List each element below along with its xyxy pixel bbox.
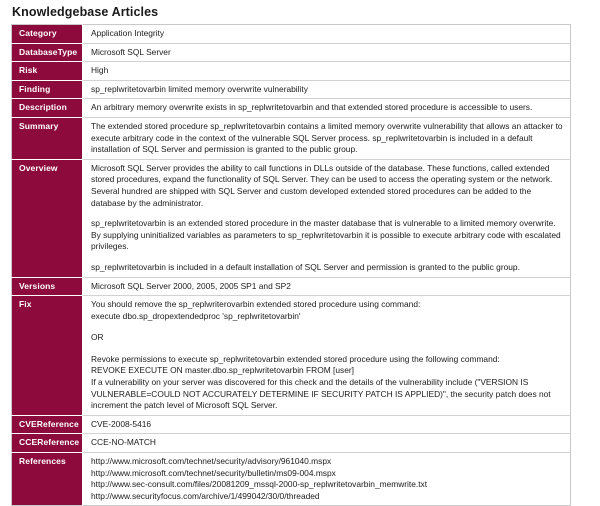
row-value-overview bbox=[83, 159, 571, 277]
table-row bbox=[12, 453, 571, 506]
row-label-overview: Overview bbox=[12, 159, 83, 277]
table-row bbox=[12, 43, 571, 62]
text-line: http://www.microsoft.com/technet/security/advisory/961040.mspx bbox=[91, 456, 332, 467]
table-row bbox=[12, 62, 571, 81]
paragraph: sp_replwritetovarbin is an extended stored procedure in the master database that is vulnerable to a limited memory overwrite. By supplying uninitialized variables as parameters to sp_replwritetovarbin it is possible to execute arbitrary code with escalated privileges. bbox=[91, 218, 561, 252]
row-label-cvereference: CVEReference bbox=[12, 415, 83, 434]
row-value-databasetype bbox=[83, 43, 571, 62]
text-line: OR bbox=[91, 332, 104, 343]
table-row bbox=[12, 80, 571, 99]
page-title: Knowledgebase Articles bbox=[12, 5, 159, 19]
table-row bbox=[12, 415, 571, 434]
text-line: If a vulnerability on your server was discovered for this check and the details of the vulnerability include ("VERSION IS VULNERABLE=COULD NOT ACCURATELY DETERMINE IF SECURITY PATCH IS APPLIED)", the security patch does not increment the patch level of Microsoft SQL Server. bbox=[91, 377, 553, 411]
spacer-line bbox=[91, 322, 564, 332]
row-value-risk bbox=[83, 62, 571, 81]
table-row bbox=[12, 117, 571, 159]
paragraph: Application Integrity bbox=[91, 28, 165, 38]
row-value-references bbox=[83, 453, 571, 506]
paragraph: CCE-NO-MATCH bbox=[91, 437, 156, 448]
row-label-summary: Summary bbox=[12, 117, 83, 159]
row-value-summary bbox=[83, 117, 571, 159]
row-label-ccereference: CCEReference bbox=[12, 434, 83, 453]
row-value-ccereference bbox=[83, 434, 571, 453]
row-label-risk: Risk bbox=[12, 62, 83, 81]
knowledgebase-article-table bbox=[11, 24, 571, 506]
row-label-finding: Finding bbox=[12, 80, 83, 99]
paragraph: sp_replwritetovarbin limited memory overwrite vulnerability bbox=[91, 83, 308, 94]
row-value-description bbox=[83, 99, 571, 118]
paragraph: An arbitrary memory overwrite exists in sp_replwritetovarbin and that extended stored procedure is accessible to users. bbox=[91, 102, 533, 113]
paragraph: CVE-2008-5416 bbox=[91, 418, 152, 429]
spacer-line bbox=[91, 344, 564, 354]
row-value-fix bbox=[83, 296, 571, 416]
text-line: http://www.microsoft.com/technet/security/bulletin/ms09-004.mspx bbox=[91, 467, 336, 478]
text-line: You should remove the sp_replwriterovarbin extended stored procedure using command: bbox=[91, 299, 421, 310]
paragraph: sp_replwritetovarbin is included in a default installation of SQL Server and permission is granted to the public group. bbox=[91, 261, 520, 272]
row-label-category: Category bbox=[12, 25, 83, 44]
row-label-versions: Versions bbox=[12, 277, 83, 296]
paragraph: Microsoft SQL Server bbox=[91, 46, 171, 57]
table-row bbox=[12, 277, 571, 296]
row-label-fix: Fix bbox=[12, 296, 83, 416]
table-row bbox=[12, 159, 571, 277]
text-line: execute dbo.sp_dropextendedproc 'sp_replwritetovarbin' bbox=[91, 310, 301, 321]
row-value-cvereference bbox=[83, 415, 571, 434]
text-line: http://www.securityfocus.com/archive/1/499042/30/0/threaded bbox=[91, 490, 320, 501]
text-line: REVOKE EXECUTE ON master.dbo.sp_replwritetovarbin FROM [user] bbox=[91, 365, 354, 376]
text-line: http://www.sec-consult.com/files/20081209_mssql-2000-sp_replwritetovarbin_memwrite.txt bbox=[91, 479, 428, 490]
table-row bbox=[12, 296, 571, 416]
row-value-finding bbox=[83, 80, 571, 99]
row-value-versions bbox=[83, 277, 571, 296]
paragraph: High bbox=[91, 65, 109, 76]
text-line: Revoke permissions to execute sp_replwritetovarbin extended stored procedure using the following command: bbox=[91, 353, 500, 364]
paragraph: Microsoft SQL Server provides the ability to call functions in DLLs outside of the database. These functions, called extended stored procedures, expand the functionality of SQL Server. They can be used to access the operating system or the network. Several hundred are shipped with SQL Server and custom developed extended stored procedures can be added to the database by the administrator. bbox=[91, 162, 553, 208]
table-row bbox=[12, 25, 571, 44]
row-label-databasetype: DatabaseType bbox=[12, 43, 83, 62]
table-row bbox=[12, 99, 571, 118]
row-label-references: References bbox=[12, 453, 83, 506]
row-label-description: Description bbox=[12, 99, 83, 118]
table-row bbox=[12, 434, 571, 453]
row-value-category bbox=[83, 25, 571, 44]
knowledgebase-articles-page bbox=[0, 5, 600, 501]
paragraph: Microsoft SQL Server 2000, 2005, 2005 SP1 and SP2 bbox=[91, 280, 291, 291]
table-body bbox=[12, 25, 571, 506]
paragraph: The extended stored procedure sp_replwritetovarbin contains a limited memory overwrite vulnerability that allows an attacker to execute arbitrary code in the context of the vulnerable SQL Server process. sp_replwritetovarbin is included in a default installation of SQL Server and permission is granted to the public group. bbox=[91, 120, 563, 155]
